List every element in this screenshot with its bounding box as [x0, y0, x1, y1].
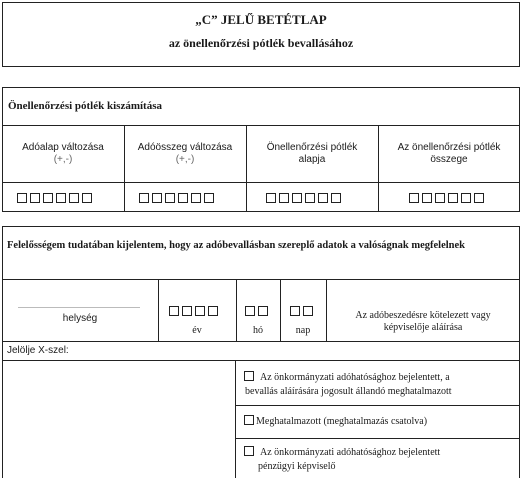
potlek-alapja-input[interactable] — [266, 192, 341, 204]
option-standing-proxy-checkbox[interactable] — [244, 371, 254, 381]
declaration-divider-3 — [2, 360, 520, 361]
calc-col-sep-1 — [124, 125, 125, 212]
declaration-divider-2 — [2, 341, 520, 342]
option-proxy-checkbox[interactable] — [244, 415, 254, 425]
day-input[interactable] — [290, 305, 313, 317]
month-input[interactable] — [245, 305, 268, 317]
calc-divider-mid — [2, 182, 520, 183]
calc-col-sep-2 — [246, 125, 247, 212]
declaration-section — [2, 226, 520, 478]
calc-col-header-1: Adóalap változása (+,-) — [22, 142, 104, 165]
calc-divider-top — [2, 125, 520, 126]
declaration-statement: Felelősségem tudatában kijelentem, hogy az adóbevallásban szereplő adatok a valóságnak megfelelnek — [7, 240, 466, 251]
place-underline — [18, 307, 140, 308]
day-label: nap — [295, 325, 311, 336]
place-label: helység — [62, 313, 98, 324]
form-title: „C” JELŰ BETÉTLAP — [195, 12, 327, 27]
calc-col-sep-3 — [378, 125, 379, 212]
option-divider-1 — [235, 405, 520, 406]
adoalap-valtozasa-input[interactable] — [17, 192, 92, 204]
option-divider-2 — [235, 438, 520, 439]
calc-col-header-4: Az önellenőrzési pótlék összege — [397, 142, 501, 165]
calc-col-header-3: Önellenőrzési pótlék alapja — [266, 142, 358, 165]
calc-section-title: Önellenőrzési pótlék kiszámítása — [8, 100, 162, 112]
calc-col-header-2: Adóösszeg változása (+,-) — [137, 142, 233, 165]
options-left-border — [235, 360, 236, 478]
potlek-osszege-input[interactable] — [409, 192, 484, 204]
mark-label: Jelölje X-szel: — [7, 345, 69, 356]
month-label: hó — [253, 325, 263, 336]
signature-label: Az adóbeszedésre kötelezett vagy képviselője aláírása — [355, 310, 491, 333]
year-input[interactable] — [169, 305, 218, 317]
declaration-divider-1 — [2, 279, 520, 280]
option-financial-representative-checkbox[interactable] — [244, 446, 254, 456]
option-financial-representative[interactable]: Az önkormányzati adóhatósághoz bejelentett pénzügyi képviselő — [244, 446, 516, 474]
form-subtitle: az önellenőrzési pótlék bevallásához — [168, 36, 354, 50]
option-standing-proxy[interactable]: Az önkormányzati adóhatósághoz bejelentett, a bevallás aláírására jogosult állandó meghatalmazott — [245, 372, 452, 397]
year-label: év — [192, 325, 202, 336]
option-proxy[interactable]: Meghatalmazott (meghatalmazás csatolva) — [244, 415, 516, 429]
adoosszeg-valtozasa-input[interactable] — [139, 192, 214, 204]
